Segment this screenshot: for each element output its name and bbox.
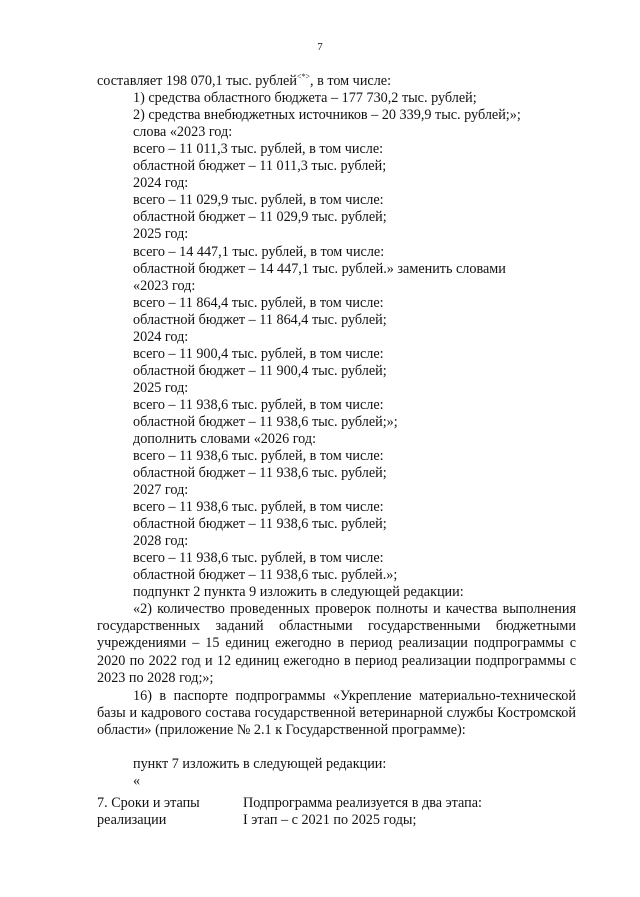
table-row-value: I этап – с 2021 по 2025 годы; <box>243 812 417 828</box>
text-line: всего – 11 011,3 тыс. рублей, в том числе: <box>133 141 384 157</box>
text-line: дополнить словами «2026 год: <box>133 431 317 447</box>
text-line: 1) средства областного бюджета – 177 730,2 тыс. рублей; <box>133 90 477 106</box>
text-line: всего – 14 447,1 тыс. рублей, в том числе: <box>133 244 385 260</box>
text-line: областной бюджет – 11 938,6 тыс. рублей; <box>133 516 387 532</box>
text-line: всего – 11 029,9 тыс. рублей, в том числе: <box>133 192 384 208</box>
text-line: всего – 11 900,4 тыс. рублей, в том числе: <box>133 346 384 362</box>
text-line: всего – 11 938,6 тыс. рублей, в том числе: <box>133 397 384 413</box>
table-row-value: Подпрограмма реализуется в два этапа: <box>243 795 482 811</box>
text-line: 2028 год: <box>133 533 189 549</box>
table-row-label: реализации <box>97 812 167 828</box>
text-fragment: , в том числе: <box>309 73 392 89</box>
paragraph-item-16: 16) в паспорте подпрограммы «Укрепление материально-технической базы и кадрового состава государственной ветеринарной службы Костромской области» (приложение № 2.1 к Государственной программе): <box>97 688 576 739</box>
page-number: 7 <box>317 41 323 53</box>
text-line: областной бюджет – 11 029,9 тыс. рублей; <box>133 209 387 225</box>
text-line: 2024 год: <box>133 175 189 191</box>
text-line: всего – 11 938,6 тыс. рублей, в том числе: <box>133 448 384 464</box>
text-line: всего – 11 864,4 тыс. рублей, в том числе: <box>133 295 384 311</box>
quote-open: « <box>133 773 141 789</box>
text-line: 2025 год: <box>133 380 189 396</box>
text-line: подпункт 2 пункта 9 изложить в следующей редакции: <box>133 584 464 600</box>
text-fragment: составляет 198 070,1 тыс. рублей <box>97 73 297 89</box>
text-line: «2023 год: <box>133 278 196 294</box>
text-line: всего – 11 938,6 тыс. рублей, в том числе: <box>133 550 384 566</box>
text-line: областной бюджет – 11 938,6 тыс. рублей;»; <box>133 414 398 430</box>
text-line <box>97 73 391 90</box>
text-line: областной бюджет – 11 864,4 тыс. рублей; <box>133 312 387 328</box>
text-line: областной бюджет – 11 938,6 тыс. рублей; <box>133 465 387 481</box>
paragraph-item-2: «2) количество проведенных проверок полноты и качества выполнения государственных заданий областными государственными бюджетными учреждениями – 15 единиц ежегодно в период реализации подпрограммы с 2020 по 2022 год и 12 единиц ежегодно в период реализации подпрограммы с 2023 по 2028 год;»; <box>97 601 576 686</box>
text-line: областной бюджет – 11 011,3 тыс. рублей; <box>133 158 387 174</box>
text-line: 2024 год: <box>133 329 189 345</box>
text-line: слова «2023 год: <box>133 124 233 140</box>
text-line: 2) средства внебюджетных источников – 20 339,9 тыс. рублей;»; <box>133 107 521 123</box>
text-line: областной бюджет – 14 447,1 тыс. рублей.» заменить словами <box>133 261 506 277</box>
footnote-marker: <*> <box>296 72 310 81</box>
text-line: областной бюджет – 11 938,6 тыс. рублей.»; <box>133 567 398 583</box>
text-line: 2025 год: <box>133 226 189 242</box>
text-line: пункт 7 изложить в следующей редакции: <box>133 756 387 772</box>
text-line: областной бюджет – 11 900,4 тыс. рублей; <box>133 363 387 379</box>
table-row-label: 7. Сроки и этапы <box>97 795 200 811</box>
text-line: 2027 год: <box>133 482 189 498</box>
text-line: всего – 11 938,6 тыс. рублей, в том числе: <box>133 499 384 515</box>
